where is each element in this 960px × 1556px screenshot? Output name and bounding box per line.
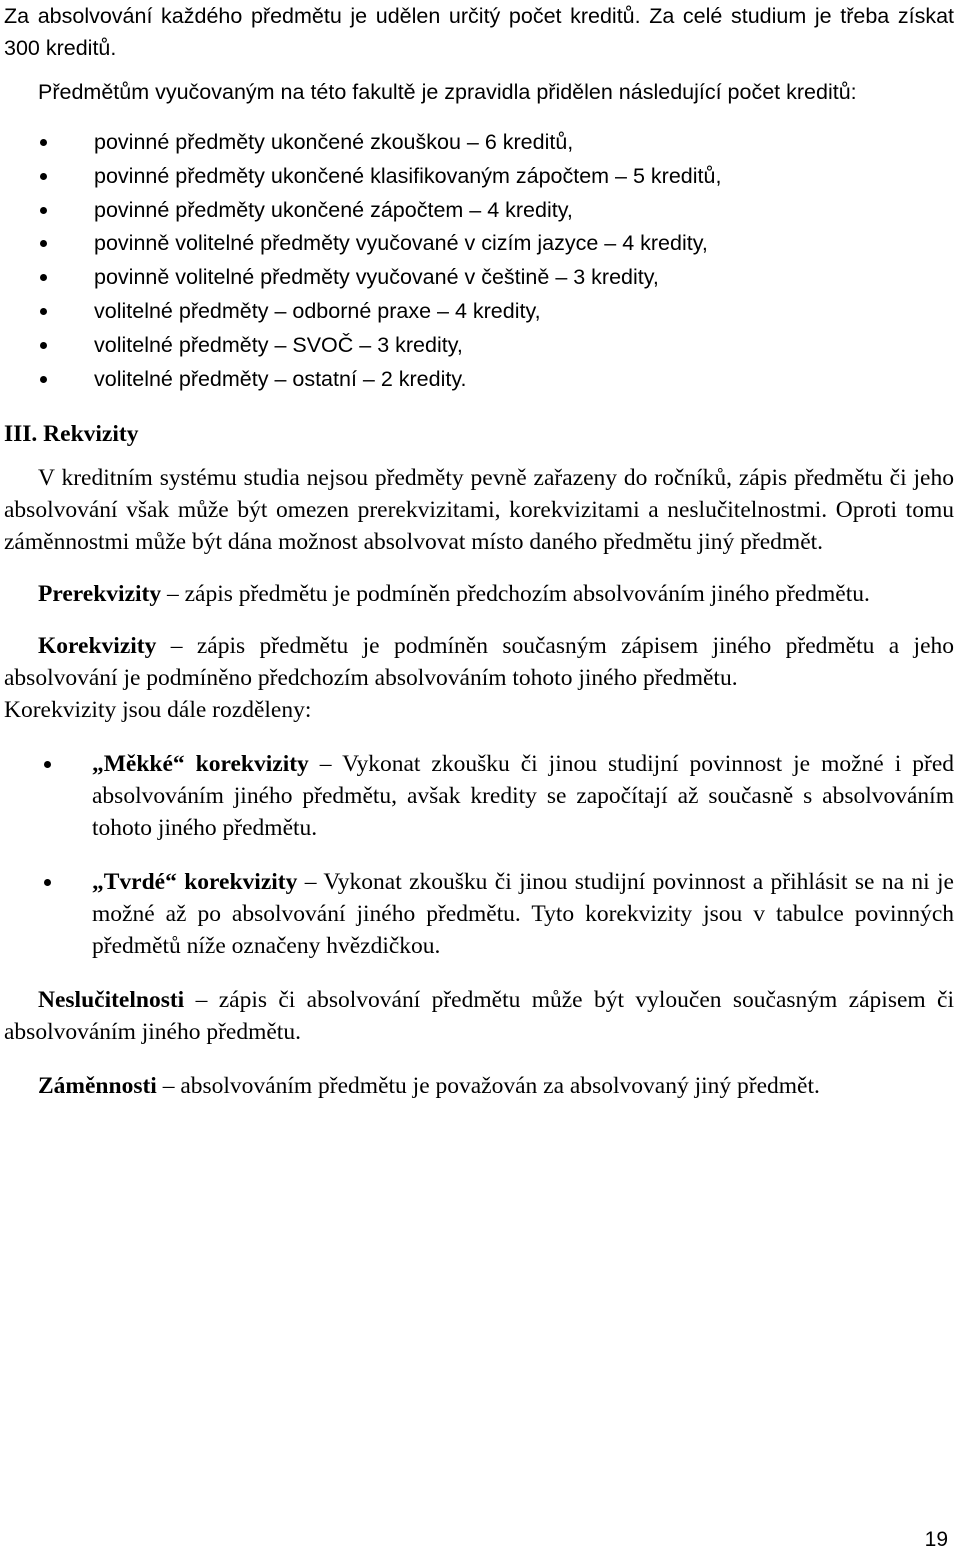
bullet-icon (44, 879, 51, 886)
corequisites-divided-text: Korekvizity jsou dále rozděleny: (4, 697, 312, 724)
credit-list (4, 126, 954, 396)
list-item: volitelné předměty – SVOČ – 3 kredity, (4, 329, 954, 363)
bullet-icon (40, 376, 47, 383)
section-heading: III. Rekvizity (4, 421, 139, 448)
incompatibilities-text: – zápis či absolvování předmětu může být vyloučen současným zápisem či absolvováním jiného předmětu. (4, 987, 954, 1046)
requisites-paragraph: V kreditním systému studia nejsou předměty pevně zařazeny do ročníků, zápis předmětu či jeho absolvování však může být omezen prerekvizitami, korekvizitami a neslučitelnostmi. Oproti tomu záměnnostmi může být dána možnost absolvovat místo daného předmětu jiný předmět. (4, 465, 954, 556)
credits-intro-paragraph: Předmětům vyučovaným na této fakultě je zpravidla přidělen následující počet kreditů: (38, 80, 857, 104)
bullet-icon (40, 308, 47, 315)
list-item: povinné předměty ukončené zápočtem – 4 kredity, (4, 194, 954, 228)
coreq-list (4, 748, 954, 962)
list-item: povinně volitelné předměty vyučované v češtině – 3 kredity, (4, 261, 954, 295)
bullet-icon (40, 173, 47, 180)
corequisites-term: Korekvizity (38, 633, 157, 660)
hard-coreq-text: – Vykonat zkoušku či jinou studijní povinnost a přihlásit se na ni je možné až po absolvování jiného předmětu. Tyto korekvizity jsou v tabulce povinných předmětů níže označeny hvězdičkou. (92, 869, 954, 960)
corequisites-text: – zápis předmětu je podmíněn současným zápisem jiného předmětu a jeho absolvování je podmíněno předchozím absolvováním tohoto jiného předmětu. (4, 633, 954, 692)
page-number: 19 (924, 1528, 948, 1551)
list-item: povinně volitelné předměty vyučované v cizím jazyce – 4 kredity, (4, 227, 954, 261)
document-page (4, 0, 954, 1102)
corequisites-paragraph (4, 630, 954, 694)
incompatibilities-paragraph (4, 984, 954, 1048)
list-item: povinné předměty ukončené klasifikovaným zápočtem – 5 kreditů, (4, 160, 954, 194)
hard-coreq-term: „Tvrdé“ korekvizity (92, 869, 298, 896)
list-item (4, 748, 954, 844)
list-item: volitelné předměty – odborné praxe – 4 kredity, (4, 295, 954, 329)
bullet-icon (40, 342, 47, 349)
list-item (4, 866, 954, 962)
list-item: volitelné předměty – ostatní – 2 kredity. (4, 363, 954, 397)
equivalences-paragraph (4, 1070, 954, 1102)
bullet-icon (40, 207, 47, 214)
list-item: povinné předměty ukončené zkouškou – 6 kreditů, (4, 126, 954, 160)
bullet-icon (40, 274, 47, 281)
prerequisites-paragraph (4, 578, 954, 610)
prerequisites-term: Prerekvizity (38, 581, 162, 608)
intro-paragraph: Za absolvování každého předmětu je udělen určitý počet kreditů. Za celé studium je třeba získat 300 kreditů. (4, 4, 954, 60)
equivalences-term: Záměnnosti (38, 1073, 157, 1100)
soft-coreq-term: „Měkké“ korekvizity (92, 751, 309, 778)
bullet-icon (44, 761, 51, 768)
bullet-icon (40, 240, 47, 247)
soft-coreq-text: – Vykonat zkoušku či jinou studijní povinnost je možné i před absolvováním jiného předmětu, avšak kredity se započítají až současně s absolvováním tohoto jiného předmětu. (92, 751, 954, 842)
equivalences-text: – absolvováním předmětu je považován za absolvovaný jiný předmět. (156, 1073, 820, 1100)
bullet-icon (40, 139, 47, 146)
incompatibilities-term: Neslučitelnosti (38, 987, 185, 1014)
prerequisites-text: – zápis předmětu je podmíněn předchozím absolvováním jiného předmětu. (161, 581, 870, 608)
